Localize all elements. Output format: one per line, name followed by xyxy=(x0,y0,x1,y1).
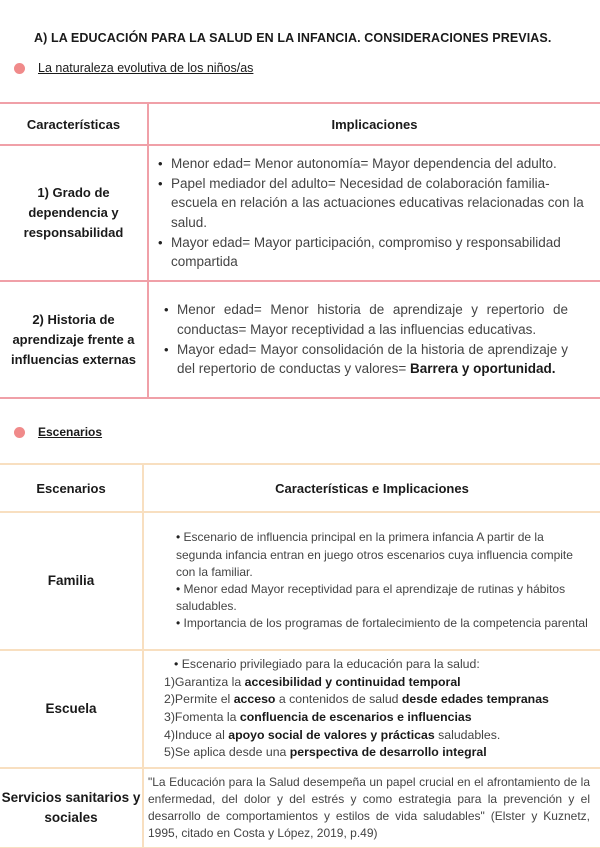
list-item: • Mayor edad= Mayor participación, compromiso y responsabilidad compartida xyxy=(149,233,586,272)
list-item: 2)Permite el acceso a contenidos de salud desde edades tempranas xyxy=(164,692,549,707)
row-label-historia: 2) Historia de aprendizaje frente a influencias externas xyxy=(0,281,148,398)
section-title-text: La naturaleza evolutiva de los niños/as xyxy=(38,61,254,75)
escenarios-table xyxy=(0,463,600,848)
bullet-dot-icon xyxy=(14,427,25,438)
table-row xyxy=(0,281,600,398)
section-title-escenarios xyxy=(14,425,102,439)
row-label-escuela: Escuela xyxy=(0,650,143,768)
bullet-dot-icon xyxy=(14,63,25,74)
table-row xyxy=(0,145,600,281)
table-row xyxy=(0,512,600,650)
list-item xyxy=(155,340,568,379)
list-item: • Menor edad= Menor historia de aprendizaje y repertorio de conductas= Mayor receptividad a las influencias educativas. xyxy=(155,300,568,339)
list-item-text: Mayor edad= Mayor consolidación de la historia de aprendizaje y del repertorio de conductas y valores= xyxy=(177,341,568,377)
list-item: 5)Se aplica desde una perspectiva de desarrollo integral xyxy=(164,745,487,760)
list-item: • Escenario privilegiado para la educación para la salud: xyxy=(164,656,592,674)
table-header-escenarios: Escenarios xyxy=(0,464,143,512)
quote-text: "La Educación para la Salud desempeña un papel crucial en el afrontamiento de la enfermedad, del dolor y del estrés y como estrategia para la prevención y el desarrollo de comportamientos y estilos de vida saludables" (Elster y Kuznetz, 1995, citado en Costa y López, 2019, p.49) xyxy=(143,768,600,848)
list-item: • Papel mediador del adulto= Necesidad de colaboración familia-escuela en relación a las actuaciones educativas relacionadas con la salud. xyxy=(149,174,586,233)
row-content xyxy=(148,145,600,281)
list-item: • Importancia de los programas de fortalecimiento de la competencia parental xyxy=(166,615,592,632)
table-row xyxy=(0,768,600,848)
list-item: • Menor edad Mayor receptividad para el aprendizaje de rutinas y hábitos saludables. xyxy=(166,581,592,615)
list-item: 1)Garantiza la accesibilidad y continuidad temporal xyxy=(164,674,461,689)
row-content xyxy=(148,281,600,398)
row-label-servicios: Servicios sanitarios y sociales xyxy=(0,768,143,848)
section-title-naturaleza xyxy=(14,61,253,75)
caracteristicas-table xyxy=(0,102,600,399)
table-header-caracteristicas-implicaciones: Características e Implicaciones xyxy=(143,464,600,512)
table-header-caracteristicas: Características xyxy=(0,103,148,145)
page-heading: A) LA EDUCACIÓN PARA LA SALUD EN LA INFANCIA. CONSIDERACIONES PREVIAS. xyxy=(34,31,552,45)
list-item: 3)Fomenta la confluencia de escenarios e influencias xyxy=(164,710,472,724)
table-row xyxy=(0,650,600,768)
table-header-implicaciones: Implicaciones xyxy=(148,103,600,145)
section-title-text: Escenarios xyxy=(38,425,103,439)
bold-text: Barrera y oportunidad. xyxy=(410,361,556,377)
list-item: 4)Induce al apoyo social de valores y prácticas saludables. xyxy=(164,727,501,742)
row-label-dependencia: 1) Grado de dependencia y responsabilidad xyxy=(0,145,148,281)
row-content xyxy=(143,650,600,768)
list-item: • Menor edad= Menor autonomía= Mayor dependencia del adulto. xyxy=(149,154,586,174)
row-content xyxy=(143,512,600,650)
row-label-familia: Familia xyxy=(0,512,143,650)
list-item: • Escenario de influencia principal en la primera infancia A partir de la segunda infancia entran en juego otros escenarios cuya influencia compite con la familiar. xyxy=(166,529,592,581)
